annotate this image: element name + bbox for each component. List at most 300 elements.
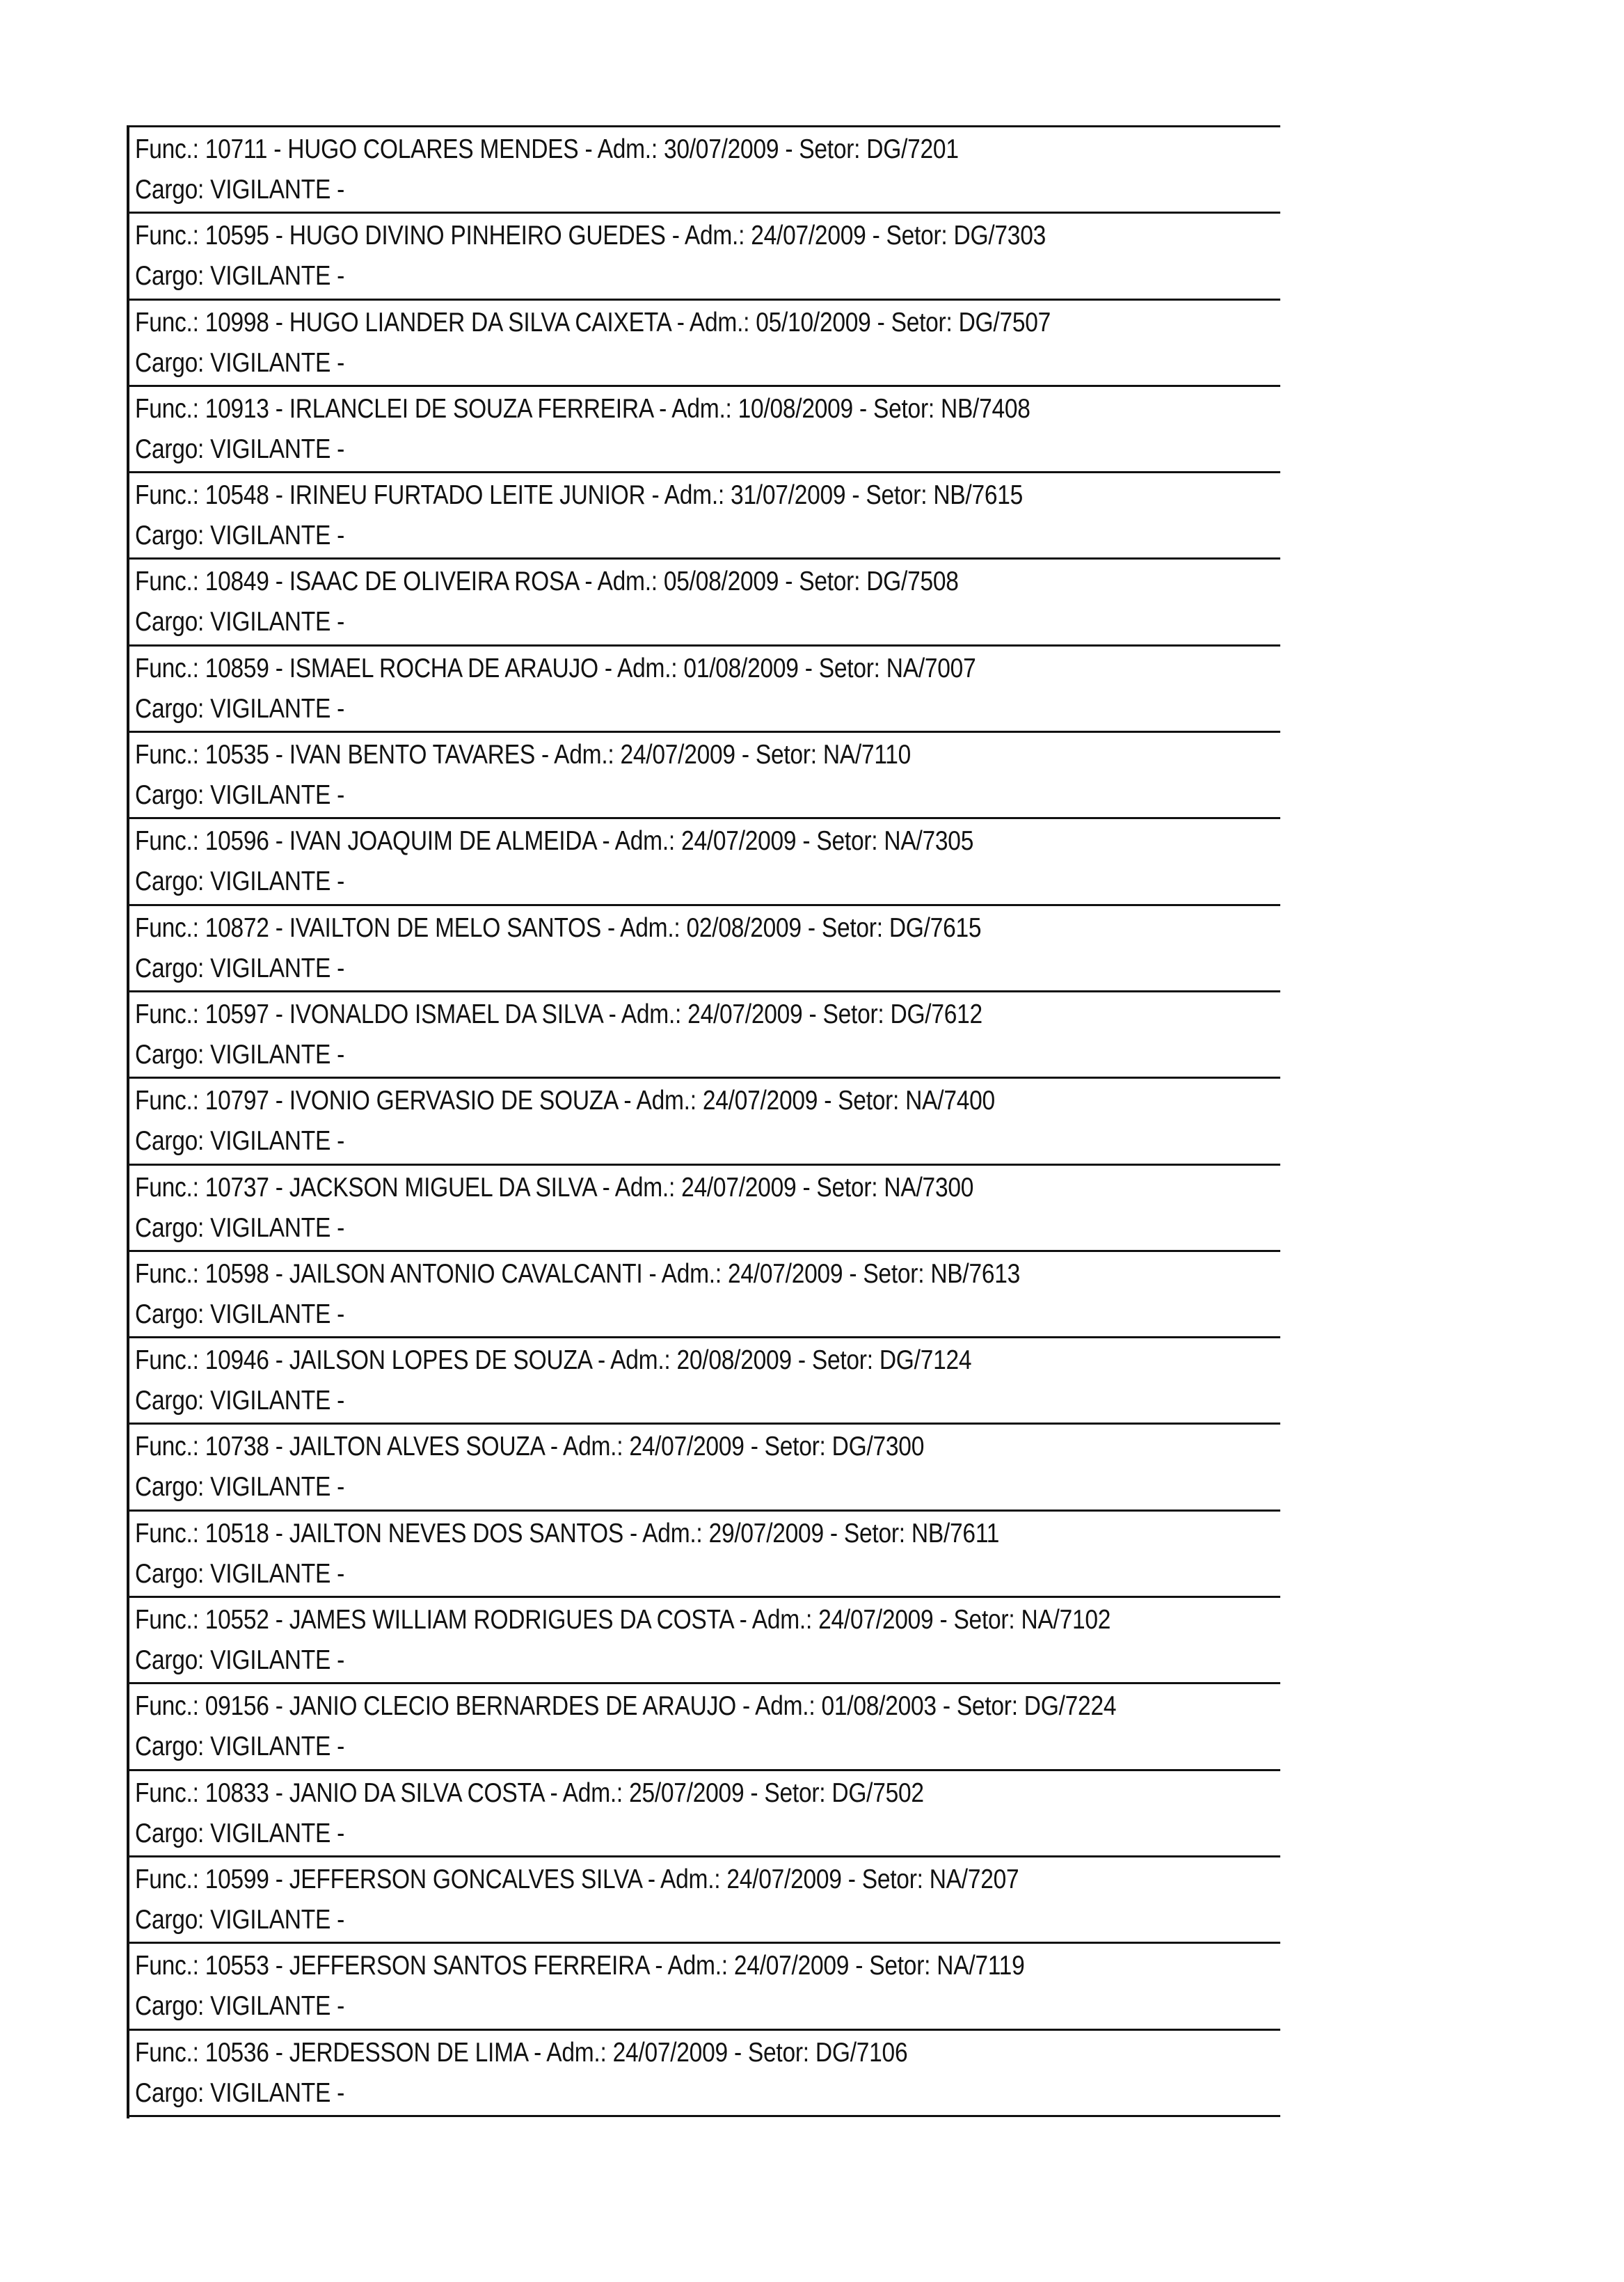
employee-name: IVAN JOAQUIM DE ALMEIDA [289,826,596,857]
label-text: - [331,780,345,811]
admission-date: 24/07/2009 [726,1864,842,1894]
employee-name: JAILTON NEVES DOS SANTOS [289,1518,624,1548]
label-text: - [269,999,289,1029]
label-text: - [331,521,345,551]
employee-record [129,819,1280,905]
job-title: VIGILANTE [210,521,331,551]
record-func-line [135,1949,1024,1983]
employee-name: HUGO LIANDER DA SILVA CAIXETA [289,307,671,338]
label-text: - Adm.: [602,999,688,1029]
label-text: - Setor: [779,134,867,164]
job-title: VIGILANTE [210,953,331,983]
employee-name: IVAN BENTO TAVARES [289,740,535,770]
label-text: - [269,1864,289,1894]
label-text: Func.: [135,566,205,597]
sector-code: DG/7201 [866,134,959,164]
admission-date: 24/07/2009 [751,221,866,251]
record-cargo-line [135,1644,344,1677]
record-func-line [135,306,1051,340]
label-text: Func.: [135,1345,205,1376]
label-text: - Adm.: [642,1258,728,1289]
employee-record [129,733,1280,819]
label-text: - Setor: [818,1086,906,1116]
employee-record [129,387,1280,473]
label-text: Func.: [135,1518,205,1548]
label-text: - Setor: [744,1777,832,1808]
record-func-line [135,1517,999,1551]
func-id: 10833 [205,1777,269,1808]
record-func-line [135,652,976,686]
label-text: Cargo: [135,953,211,983]
label-text: Func.: [135,307,205,338]
func-id: 10913 [205,393,269,424]
label-text: - Adm.: [665,221,751,251]
label-text: Func.: [135,1605,205,1635]
record-func-line [135,393,1030,426]
label-text: - [331,1126,345,1157]
label-text: - [331,953,345,983]
job-title: VIGILANTE [210,607,331,637]
record-cargo-line [135,433,344,466]
label-text: - Adm.: [591,1345,677,1376]
label-text: - Setor: [823,1518,911,1548]
admission-date: 25/07/2009 [629,1777,745,1808]
employee-record [129,127,1280,214]
label-text: Cargo: [135,2077,211,2108]
employee-record [129,560,1280,646]
label-text: Cargo: [135,780,211,811]
label-text: - [269,740,289,770]
label-text: - [331,347,345,378]
admission-date: 05/10/2009 [756,307,871,338]
func-id: 10849 [205,566,269,597]
label-text: - [331,1558,345,1589]
label-text: - [269,653,289,683]
admission-date: 30/07/2009 [663,134,779,164]
employee-name: JEFFERSON GONCALVES SILVA [289,1864,642,1894]
employee-record [129,1425,1280,1511]
label-text: - [331,1991,345,2022]
label-text: - Adm.: [670,307,756,338]
label-text: - [269,1777,289,1808]
sector-code: NA/7119 [937,1951,1025,1981]
record-cargo-line [135,952,344,985]
label-text: - [331,1472,345,1503]
record-cargo-line [135,692,344,726]
label-text: Func.: [135,826,205,857]
employee-name: ISMAEL ROCHA DE ARAUJO [289,653,598,683]
label-text: - [331,434,345,464]
job-title: VIGILANTE [210,434,331,464]
label-text: Cargo: [135,1645,211,1676]
record-func-line [135,1344,971,1377]
label-text: Cargo: [135,1732,211,1762]
sector-code: DG/7303 [953,221,1046,251]
label-text: - Adm.: [596,826,682,857]
func-id: 10738 [205,1432,269,1462]
employee-name: JAILSON LOPES DE SOUZA [289,1345,591,1376]
job-title: VIGILANTE [210,175,331,205]
sector-code: NB/7613 [930,1258,1021,1289]
label-text: - [269,1345,289,1376]
label-text: - [269,1605,289,1635]
admission-date: 01/08/2003 [821,1691,937,1722]
label-text: Func.: [135,1951,205,1981]
employee-name: IRLANCLEI DE SOUZA FERREIRA [289,393,653,424]
label-text: - Adm.: [617,1086,703,1116]
func-id: 10548 [205,480,269,511]
sector-code: DG/7615 [889,912,982,943]
admission-date: 24/07/2009 [612,2037,728,2068]
label-text: - [331,1039,345,1070]
record-func-line [135,1603,1110,1637]
employee-record [129,1771,1280,1857]
label-text: - Setor: [849,1951,937,1981]
employee-name: JERDESSON DE LIMA [289,2037,528,2068]
label-text: Func.: [135,221,205,251]
job-title: VIGILANTE [210,780,331,811]
admission-date: 29/07/2009 [708,1518,824,1548]
label-text: - [331,607,345,637]
record-func-line [135,1171,973,1205]
employee-name: HUGO COLARES MENDES [287,134,579,164]
employee-name: JAMES WILLIAM RODRIGUES DA COSTA [289,1605,733,1635]
label-text: - Adm.: [527,2037,613,2068]
sector-code: NA/7110 [822,740,911,770]
record-cargo-line [135,1990,344,2023]
label-text: - [331,261,345,292]
job-title: VIGILANTE [210,1991,331,2022]
record-cargo-line [135,519,344,553]
func-id: 10946 [205,1345,269,1376]
record-cargo-line [135,2077,344,2110]
func-id: 10536 [205,2037,269,2068]
label-text: Func.: [135,134,205,164]
label-text: - [269,1691,289,1722]
record-cargo-line [135,779,344,812]
label-text: - Adm.: [543,1777,630,1808]
func-id: 10595 [205,221,269,251]
employee-record [129,647,1280,733]
job-title: VIGILANTE [210,2077,331,2108]
record-func-line [135,565,959,599]
label-text: - [331,1299,345,1329]
label-text: - [269,1086,289,1116]
label-text: Cargo: [135,1472,211,1503]
employee-name: JAILTON ALVES SOUZA [289,1432,544,1462]
admission-date: 24/07/2009 [681,826,797,857]
record-cargo-line [135,1558,344,1591]
label-text: - Adm.: [600,912,687,943]
job-title: VIGILANTE [210,1386,331,1416]
label-text: - Adm.: [733,1605,819,1635]
record-func-line [135,998,982,1031]
label-text: - Setor: [802,999,891,1029]
label-text: Cargo: [135,434,211,464]
employee-record [129,214,1280,300]
job-title: VIGILANTE [210,1732,331,1762]
label-text: - Setor: [791,1345,879,1376]
sector-code: NA/7305 [884,826,974,857]
label-text: Func.: [135,1086,205,1116]
label-text: Func.: [135,1172,205,1203]
employee-name: IVONIO GERVASIO DE SOUZA [289,1086,618,1116]
label-text: - Adm.: [543,1432,630,1462]
func-id: 10552 [205,1605,269,1635]
func-id: 10998 [205,307,269,338]
employee-name: JEFFERSON SANTOS FERREIRA [289,1951,649,1981]
employee-record [129,2031,1280,2117]
employee-record [129,1944,1280,2030]
label-text: Cargo: [135,693,211,724]
label-text: Func.: [135,999,205,1029]
employee-record [129,1338,1280,1425]
label-text: Func.: [135,912,205,943]
record-func-line [135,1258,1020,1291]
label-text: Cargo: [135,1126,211,1157]
label-text: - [269,307,289,338]
sector-code: DG/7502 [831,1777,924,1808]
record-func-line [135,133,959,166]
job-title: VIGILANTE [210,1039,331,1070]
func-id: 10859 [205,653,269,683]
record-cargo-line [135,1125,344,1158]
label-text: Cargo: [135,175,211,205]
label-text: - Setor: [870,307,959,338]
label-text: - Adm.: [645,480,731,511]
employee-name: IVAILTON DE MELO SANTOS [289,912,601,943]
label-text: - Adm.: [578,134,664,164]
sector-code: DG/7508 [866,566,959,597]
label-text: Cargo: [135,1212,211,1243]
label-text: - [331,866,345,897]
sector-code: NA/7300 [884,1172,974,1203]
job-title: VIGILANTE [210,347,331,378]
label-text: - [331,1904,345,1935]
label-text: Cargo: [135,1558,211,1589]
label-text: - Setor: [779,566,867,597]
label-text: - Setor: [798,653,886,683]
label-text: Cargo: [135,261,211,292]
record-cargo-line [135,1298,344,1331]
record-func-line [135,1084,995,1118]
admission-date: 20/08/2009 [676,1345,792,1376]
employee-record [129,1857,1280,1944]
label-text: - [269,912,289,943]
employee-record [129,1166,1280,1252]
job-title: VIGILANTE [210,693,331,724]
record-func-line [135,1690,1116,1723]
admission-date: 24/07/2009 [629,1432,745,1462]
label-text: - Setor: [845,480,934,511]
func-id: 09156 [205,1691,269,1722]
sector-code: NB/7611 [911,1518,1000,1548]
admission-date: 24/07/2009 [818,1605,934,1635]
employee-name: HUGO DIVINO PINHEIRO GUEDES [289,221,666,251]
func-id: 10737 [205,1172,269,1203]
label-text: - [331,1818,345,1848]
label-text: - [269,2037,289,2068]
employee-name: JAILSON ANTONIO CAVALCANTI [289,1258,643,1289]
label-text: - Adm.: [596,1172,682,1203]
func-id: 10599 [205,1864,269,1894]
label-text: - Setor: [933,1605,1021,1635]
func-id: 10598 [205,1258,269,1289]
sector-code: DG/7224 [1024,1691,1117,1722]
label-text: - [331,175,345,205]
label-text: Func.: [135,1691,205,1722]
job-title: VIGILANTE [210,1645,331,1676]
job-title: VIGILANTE [210,866,331,897]
admission-date: 05/08/2009 [663,566,779,597]
employee-name: IVONALDO ISMAEL DA SILVA [289,999,603,1029]
employee-record [129,906,1280,992]
admission-date: 01/08/2009 [683,653,799,683]
label-text: - Adm.: [648,1951,734,1981]
employee-record [129,1684,1280,1770]
label-text: Cargo: [135,866,211,897]
label-text: - [331,1212,345,1243]
label-text: - Setor: [735,740,823,770]
func-id: 10711 [205,134,268,164]
label-text: - Adm.: [578,566,664,597]
job-title: VIGILANTE [210,1818,331,1848]
job-title: VIGILANTE [210,1904,331,1935]
label-text: - [331,2077,345,2108]
label-text: - [269,566,289,597]
label-text: Cargo: [135,347,211,378]
label-text: Func.: [135,740,205,770]
sector-code: NB/7408 [940,393,1030,424]
record-cargo-line [135,173,344,207]
sector-code: NA/7007 [886,653,976,683]
sector-code: DG/7612 [890,999,982,1029]
record-cargo-line [135,1817,344,1851]
admission-date: 10/08/2009 [738,393,853,424]
label-text: - [331,693,345,724]
label-text: Cargo: [135,521,211,551]
record-cargo-line [135,1384,344,1418]
employee-name: JACKSON MIGUEL DA SILVA [289,1172,596,1203]
label-text: - Setor: [936,1691,1024,1722]
label-text: - [269,1951,289,1981]
label-text: Cargo: [135,607,211,637]
label-text: - Adm.: [623,1518,709,1548]
admission-date: 31/07/2009 [731,480,846,511]
label-text: - [269,1518,289,1548]
label-text: - Setor: [801,912,889,943]
record-func-line [135,1430,924,1464]
sector-code: NB/7615 [933,480,1024,511]
employee-record [129,992,1280,1079]
employee-list [127,125,1280,2118]
label-text: - [269,221,289,251]
admission-date: 24/07/2009 [702,1086,818,1116]
employee-name: JANIO CLECIO BERNARDES DE ARAUJO [289,1691,736,1722]
label-text: Func.: [135,2037,205,2068]
employee-record [129,301,1280,387]
employee-record [129,473,1280,560]
record-func-line [135,219,1046,253]
admission-date: 24/07/2009 [727,1258,843,1289]
label-text: - [331,1732,345,1762]
label-text: - Setor: [843,1258,931,1289]
job-title: VIGILANTE [210,261,331,292]
record-cargo-line [135,260,344,293]
record-cargo-line [135,1471,344,1504]
record-func-line [135,825,973,858]
job-title: VIGILANTE [210,1558,331,1589]
sector-code: NA/7102 [1021,1605,1111,1635]
job-title: VIGILANTE [210,1472,331,1503]
sector-code: DG/7300 [831,1432,925,1462]
employee-record [129,1598,1280,1684]
label-text: - Setor: [866,221,954,251]
label-text: - Setor: [852,393,941,424]
func-id: 10872 [205,912,269,943]
label-text: - [269,393,289,424]
label-text: - Setor: [796,1172,884,1203]
admission-date: 24/07/2009 [681,1172,797,1203]
func-id: 10597 [205,999,269,1029]
func-id: 10596 [205,826,269,857]
label-text: Cargo: [135,1991,211,2022]
record-cargo-line [135,1038,344,1072]
employee-record [129,1252,1280,1338]
label-text: - [331,1386,345,1416]
record-cargo-line [135,1903,344,1937]
label-text: - Adm.: [598,653,684,683]
sector-code: DG/7106 [815,2037,908,2068]
label-text: - [267,134,288,164]
admission-date: 24/07/2009 [620,740,735,770]
label-text: Func.: [135,1777,205,1808]
sector-code: DG/7507 [958,307,1051,338]
sector-code: NA/7207 [929,1864,1019,1894]
record-func-line [135,912,981,945]
label-text: Func.: [135,480,205,511]
job-title: VIGILANTE [210,1212,331,1243]
label-text: - Setor: [744,1432,832,1462]
job-title: VIGILANTE [210,1299,331,1329]
record-func-line [135,1777,924,1810]
label-text: - Adm.: [534,740,621,770]
record-func-line [135,738,911,772]
label-text: - Setor: [841,1864,930,1894]
label-text: - [269,480,289,511]
job-title: VIGILANTE [210,1126,331,1157]
employee-name: IRINEU FURTADO LEITE JUNIOR [289,480,646,511]
label-text: Cargo: [135,1904,211,1935]
record-cargo-line [135,865,344,898]
record-cargo-line [135,605,344,639]
employee-name: ISAAC DE OLIVEIRA ROSA [289,566,579,597]
label-text: - Adm.: [653,393,738,424]
label-text: - [269,1172,289,1203]
label-text: - [331,1645,345,1676]
func-id: 10535 [205,740,269,770]
label-text: Func.: [135,1432,205,1462]
label-text: - Setor: [727,2037,815,2068]
record-func-line [135,1863,1019,1896]
employee-record [129,1512,1280,1598]
func-id: 10553 [205,1951,269,1981]
label-text: Cargo: [135,1039,211,1070]
label-text: - Setor: [796,826,884,857]
label-text: Func.: [135,1258,205,1289]
sector-code: NA/7400 [905,1086,995,1116]
label-text: - Adm.: [641,1864,727,1894]
